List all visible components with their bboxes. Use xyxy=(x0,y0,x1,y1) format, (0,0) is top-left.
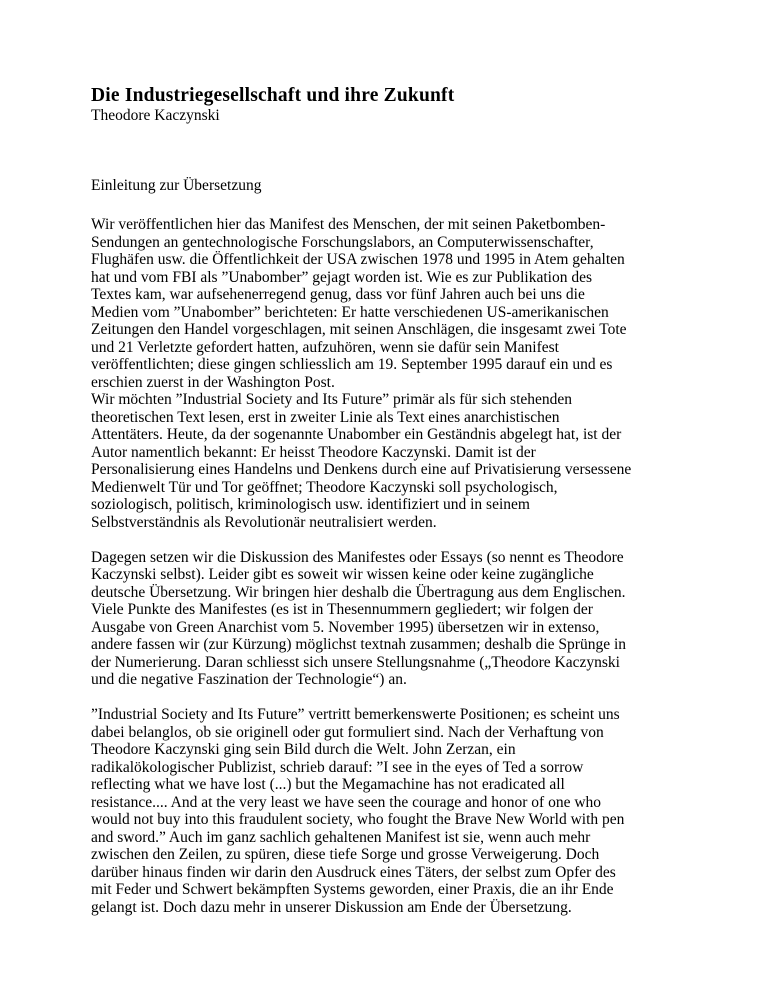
text-line: Medienwelt Tür und Tor geöffnet; Theodore Kaczynski soll psychologisch, xyxy=(91,478,558,496)
text-line: darüber hinaus finden wir darin den Ausdruck eines Täters, der selbst zum Opfer des xyxy=(91,863,616,881)
section-heading: Einleitung zur Übersetzung xyxy=(91,176,262,194)
text-line: Sendungen an gentechnologische Forschungslabors, an Computerwissenschafter, xyxy=(91,233,594,251)
text-line: mit Feder und Schwert bekämpften Systems geworden, einer Praxis, die an ihr Ende xyxy=(91,881,614,898)
text-line: andere fassen wir (zur Kürzung) möglichst textnah zusammen; deshalb die Sprünge in xyxy=(91,636,627,653)
text-line: Wir veröffentlichen hier das Manifest des Menschen, der mit seinen Paketbomben- xyxy=(91,216,606,233)
text-line: gelangt ist. Doch dazu mehr in unserer Diskussion am Ende der Übersetzung. xyxy=(91,898,572,916)
text-line: soziologisch, politisch, kriminologisch usw. identifiziert und in seinem xyxy=(91,496,530,513)
text-line: theoretischen Text lesen, erst in zweiter Linie als Text eines anarchistischen xyxy=(91,408,560,426)
text-line: Zeitungen den Handel vorgeschlagen, mit seinen Anschlägen, die insgesamt zwei Tote xyxy=(91,321,627,338)
text-line: radikalökologischer Publizist, schrieb darauf: ”I see in the eyes of Ted a sorrow xyxy=(91,758,584,776)
text-line: Flughäfen usw. die Öffentlichkeit der USA zwischen 1978 und 1995 in Atem gehalten xyxy=(91,251,625,268)
paragraph-2 xyxy=(91,549,731,689)
text-line: Ausgabe von Green Anarchist vom 5. November 1995) übersetzen wir in extenso, xyxy=(91,618,600,636)
text-line: Selbstverständnis als Revolutionär neutralisiert werden. xyxy=(91,513,437,531)
paragraph-3 xyxy=(91,706,731,916)
text-line: deutsche Übersetzung. Wir bringen hier deshalb die Übertragung aus dem Englischen. xyxy=(91,583,626,601)
text-line: would not buy into this fraudulent society, who fought the Brave New World with pen xyxy=(91,811,625,828)
text-line: ”Industrial Society and Its Future” vertritt bemerkenswerte Positionen; es scheint uns xyxy=(91,706,620,723)
text-line: Textes kam, war aufsehenerregend genug, dass vor fünf Jahren auch bei uns die xyxy=(91,286,585,303)
paragraph-1 xyxy=(91,216,731,531)
text-line: and sword.” Auch im ganz sachlich gehaltenen Manifest ist sie, wenn auch mehr xyxy=(91,828,591,846)
text-line: der Numerierung. Daran schliesst sich unsere Stellungsnahme („Theodore Kaczynski xyxy=(91,653,620,671)
text-line: reflecting what we have lost (...) but the Megamachine has not eradicated all xyxy=(91,776,565,793)
document-title: Die Industriegesellschaft und ihre Zukunft xyxy=(91,85,455,106)
text-line: hat und vom FBI als ”Unabomber” gejagt worden ist. Wie es zur Publikation des xyxy=(91,268,593,286)
text-line: Attentäters. Heute, da der sogenannte Unabomber ein Geständnis abgelegt hat, ist der xyxy=(91,426,622,443)
text-line: und die negative Faszination der Technologie“) an. xyxy=(91,671,407,688)
text-line: Theodore Kaczynski ging sein Bild durch die Welt. John Zerzan, ein xyxy=(91,741,516,758)
text-line: Wir möchten ”Industrial Society and Its Future” primär als für sich stehenden xyxy=(91,391,573,408)
text-line: Dagegen setzen wir die Diskussion des Manifestes oder Essays (so nennt es Theodore xyxy=(91,548,624,566)
text-line: Medien vom ”Unabomber” berichteten: Er hatte verschiedenen US-amerikanischen xyxy=(91,303,609,321)
text-line: dabei belanglos, ob sie originell oder gut formuliert sind. Nach der Verhaftung von xyxy=(91,723,604,741)
text-line: resistance.... And at the very least we have seen the courage and honor of one who xyxy=(91,793,602,811)
text-line: Viele Punkte des Manifestes (es ist in Thesennummern gegliedert; wir folgen der xyxy=(91,601,593,618)
text-line: Autor namentlich bekannt: Er heisst Theodore Kaczynski. Damit ist der xyxy=(91,443,536,461)
text-line: Personalisierung eines Handelns und Denkens durch eine auf Privatisierung versessene xyxy=(91,461,632,478)
text-line: und 21 Verletzte gefordert hatten, aufzuhören, wenn sie dafür sein Manifest xyxy=(91,338,559,356)
document-content xyxy=(91,84,731,916)
text-line: zwischen den Zeilen, zu spüren, diese tiefe Sorge und grosse Verweigerung. Doch xyxy=(91,846,600,863)
text-line: veröffentlichten; diese gingen schliesslich am 19. September 1995 darauf ein und es xyxy=(91,356,613,373)
document-author: Theodore Kaczynski xyxy=(91,107,220,124)
text-line: erschien zuerst in der Washington Post. xyxy=(91,373,335,391)
text-line: Kaczynski selbst). Leider gibt es soweit wir wissen keine oder keine zugängliche xyxy=(91,566,594,583)
